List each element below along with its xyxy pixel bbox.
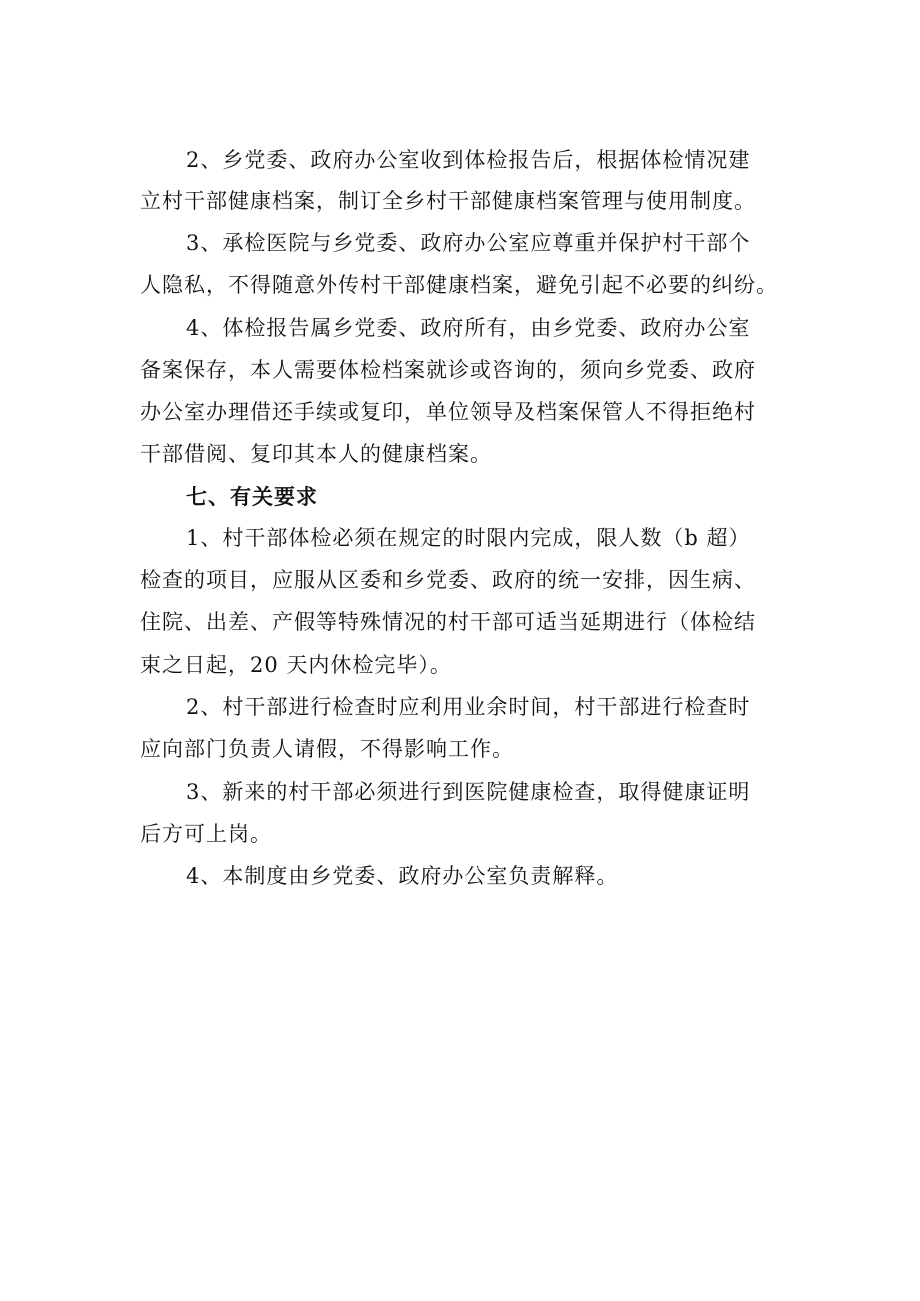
requirement-2-line-1: 2、村干部进行检查时应利用业余时间，村干部进行检查时 <box>186 695 751 719</box>
requirement-4-line-1: 4、本制度由乡党委、政府办公室负责解释。 <box>186 864 619 888</box>
paragraph-4-line-1: 4、体检报告属乡党委、政府所有，由乡党委、政府办公室 <box>186 316 751 340</box>
requirement-1-line-3: 住院、出差、产假等特殊情况的村干部可适当延期进行（体检结 <box>140 610 756 634</box>
section-heading-requirements: 七、有关要求 <box>186 485 318 509</box>
paragraph-2-line-1: 2、乡党委、政府办公室收到体检报告后，根据体检情况建 <box>186 148 751 172</box>
requirement-1-line-4: 束之日起，20 天内休检完毕）。 <box>140 653 452 677</box>
paragraph-3-line-1: 3、承检医院与乡党委、政府办公室应尊重并保护村干部个 <box>186 231 751 255</box>
requirement-3-line-2: 后方可上岗。 <box>140 822 272 846</box>
paragraph-3-line-2: 人隐私，不得随意外传村干部健康档案，避免引起不必要的纠纷。 <box>140 273 778 297</box>
paragraph-4-line-2: 备案保存，本人需要体检档案就诊或咨询的，须向乡党委、政府 <box>140 358 756 382</box>
requirement-1-line-2: 检查的项目，应服从区委和乡党委、政府的统一安排，因生病、 <box>140 568 756 592</box>
requirement-2-line-2: 应向部门负责人请假，不得影响工作。 <box>140 737 514 761</box>
paragraph-2-line-2: 立村干部健康档案，制订全乡村干部健康档案管理与使用制度。 <box>140 189 756 213</box>
requirement-1-line-1: 1、村干部体检必须在规定的时限内完成，限人数（b 超） <box>186 526 751 550</box>
paragraph-4-line-4: 干部借阅、复印其本人的健康档案。 <box>140 442 492 466</box>
paragraph-4-line-3: 办公室办理借还手续或复印，单位领导及档案保管人不得拒绝村 <box>140 400 756 424</box>
requirement-3-line-1: 3、新来的村干部必须进行到医院健康检查，取得健康证明 <box>186 780 751 804</box>
